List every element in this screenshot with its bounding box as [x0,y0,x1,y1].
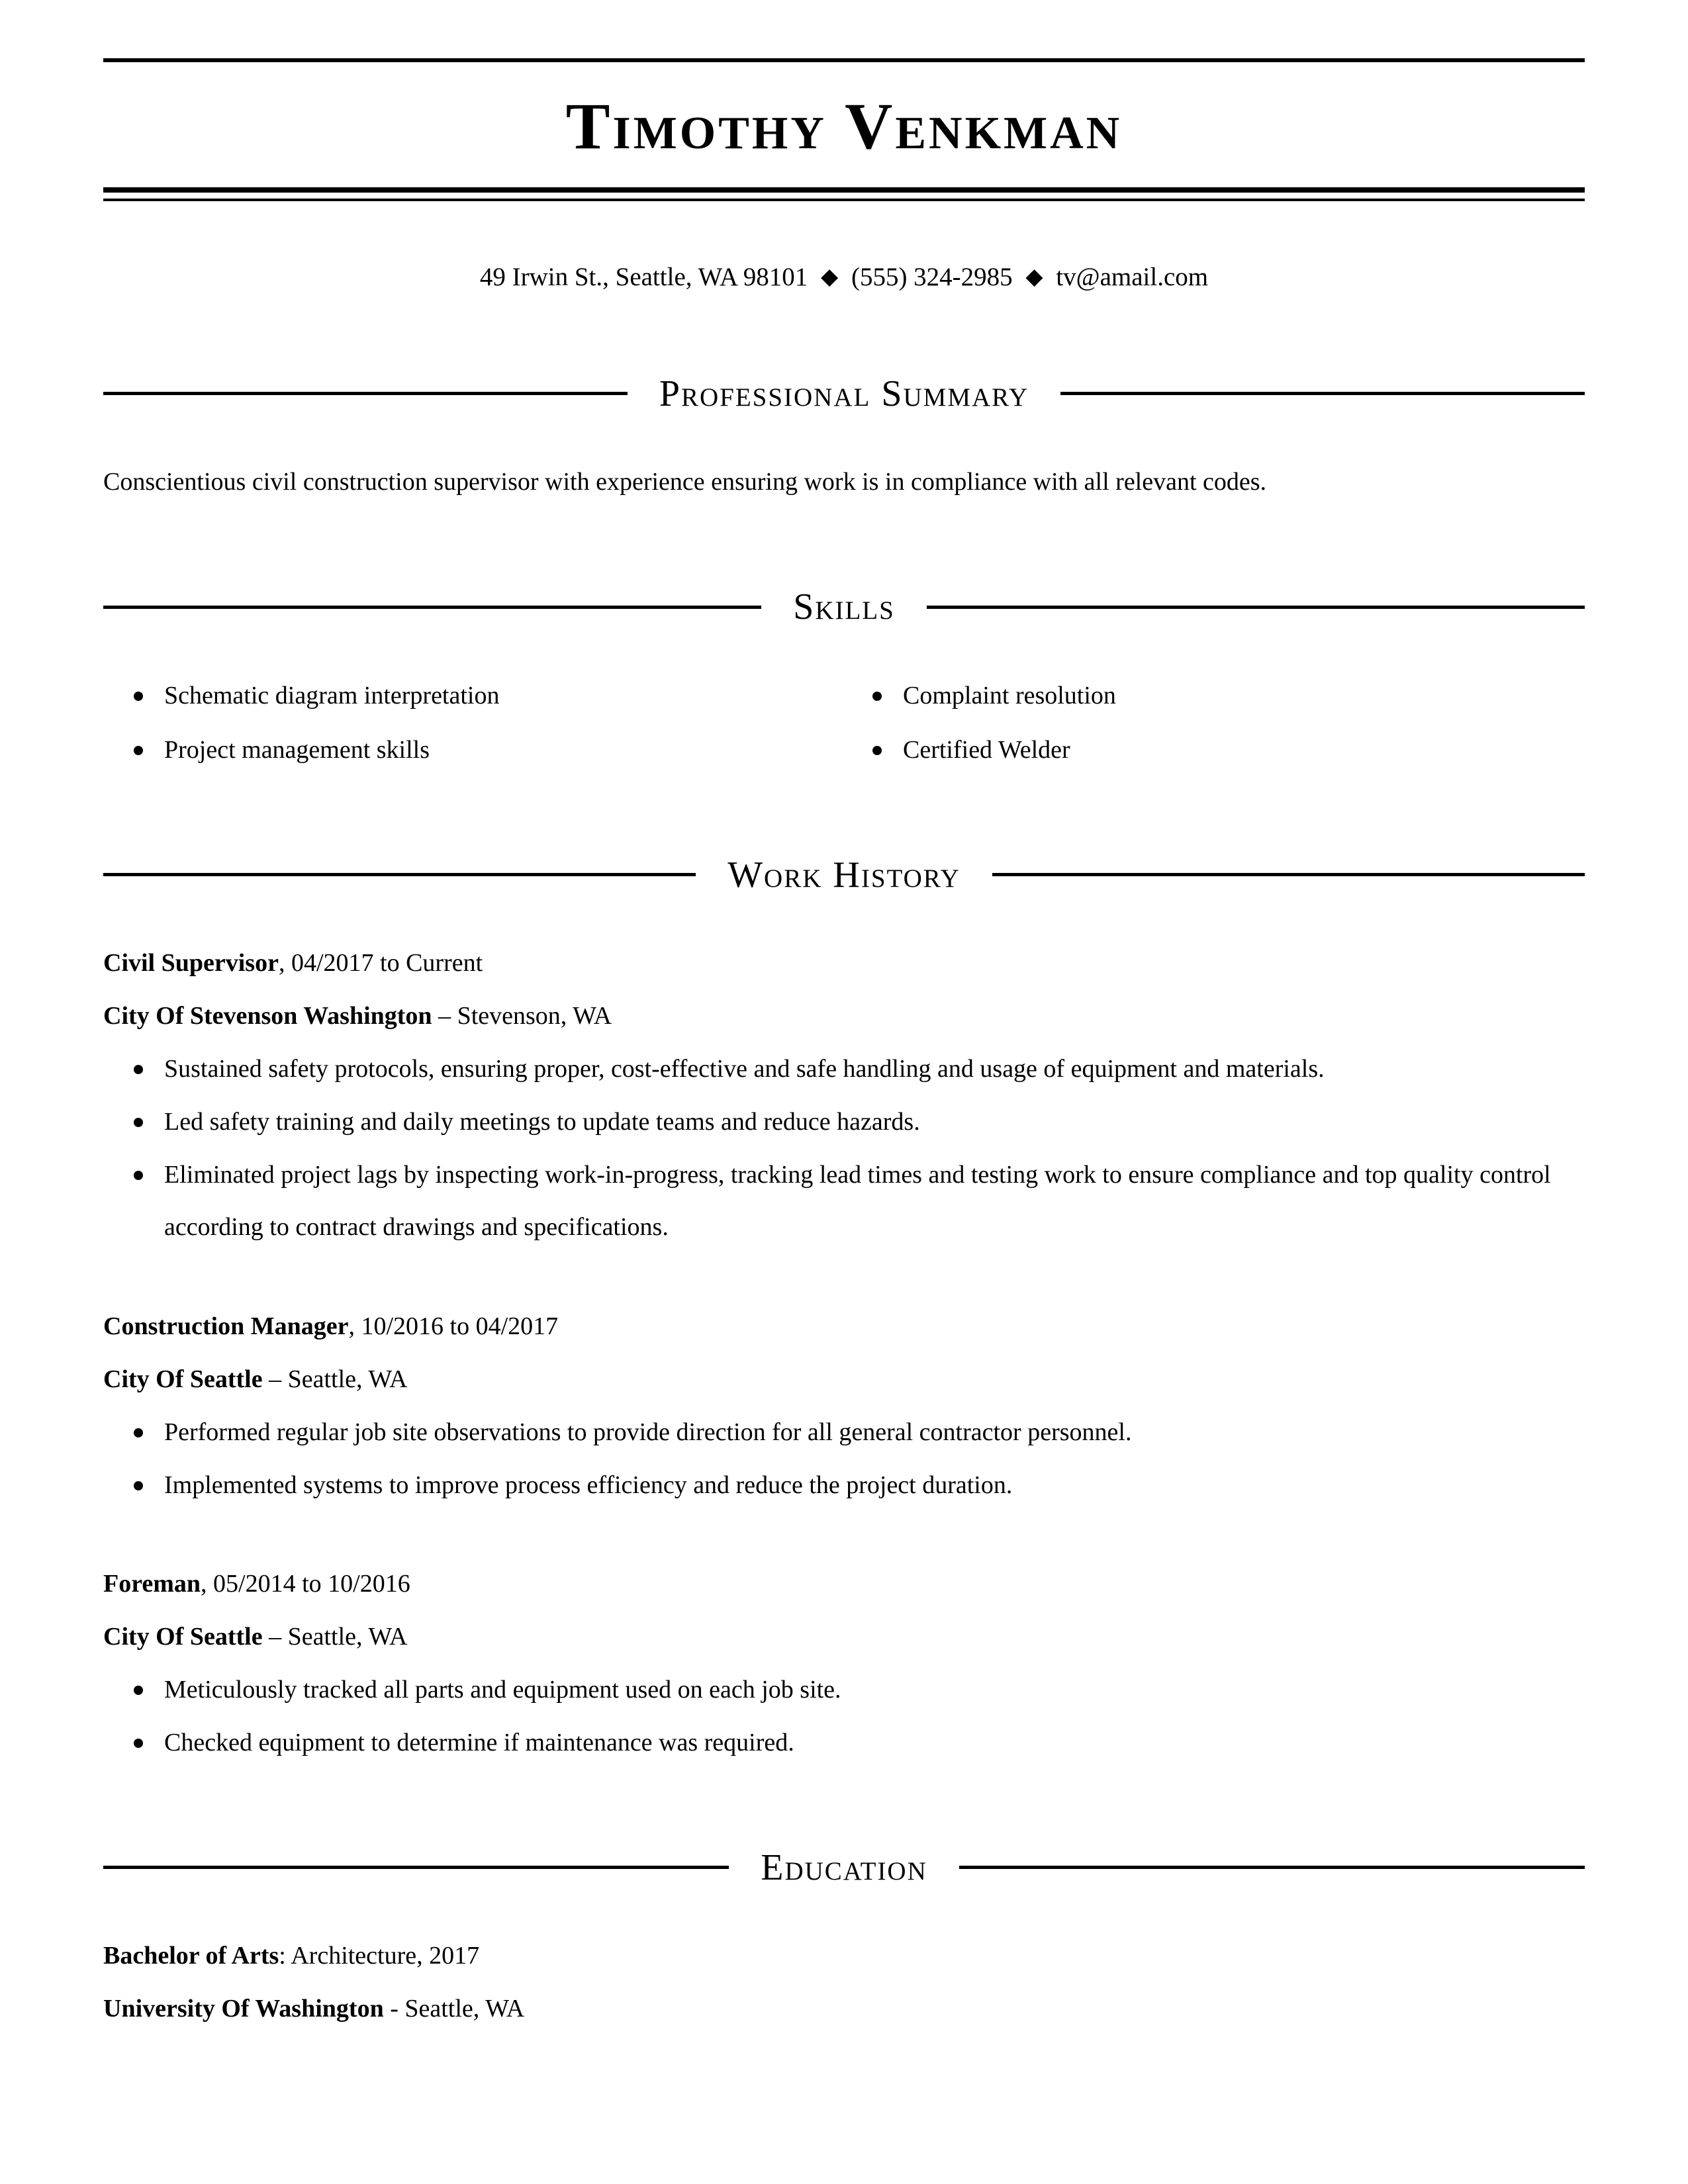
work-history-heading: Work History [103,851,1585,899]
skill-item: Complaint resolution [872,670,1585,723]
job-dates: , 05/2014 to 10/2016 [201,1570,410,1598]
job-bullet: Checked equipment to determine if maintenance was required. [134,1717,1585,1770]
skills-heading: Skills [103,583,1585,631]
job-title-line [103,937,1585,990]
contact-line [103,259,1585,296]
section-work-history [103,851,1585,1770]
job-bullet: Meticulously tracked all parts and equipment used on each job site. [134,1664,1585,1717]
candidate-name: Timothy Venkman [565,89,1123,163]
job-company: City Of Seattle [103,1365,263,1393]
job-title-line [103,1300,1585,1353]
education-school-line [103,1983,1585,2036]
job-entry [103,937,1585,1254]
job-company: City Of Stevenson Washington [103,1002,432,1030]
degree-name: Bachelor of Arts [103,1942,279,1970]
summary-text: Conscientious civil construction supervisor with experience ensuring work is in compliance with all relevant codes. [103,468,1267,496]
professional-summary-heading: Professional Summary [103,370,1585,418]
contact-address: 49 Irwin St., Seattle, WA 98101 [479,263,808,291]
job-entry [103,1558,1585,1769]
school-location: - Seattle, WA [390,1995,525,2023]
skill-item: Certified Welder [872,724,1585,777]
name-double-rule [103,187,1585,201]
job-bullet: Led safety training and daily meetings to update teams and reduce hazards. [134,1096,1585,1149]
job-title: Construction Manager [103,1312,349,1341]
job-bullet-list [103,1664,1585,1770]
job-location: – Seattle, WA [269,1365,408,1393]
job-bullet: Implemented systems to improve process efficiency and reduce the project duration. [134,1459,1585,1512]
school-name: University Of Washington [103,1995,384,2023]
skills-list [103,670,1585,777]
job-company: City Of Seattle [103,1623,263,1651]
job-title: Foreman [103,1570,201,1598]
job-entry [103,1300,1585,1512]
section-skills [103,583,1585,776]
job-dates: , 10/2016 to 04/2017 [348,1312,559,1341]
skill-item: Project management skills [134,724,846,777]
job-bullet: Eliminated project lags by inspecting work-in-progress, tracking lead times and testing work to ensure compliance and top quality control according to contract drawings and specifications. [134,1149,1585,1255]
diamond-separator-icon: ◆ [1025,265,1043,289]
job-title-line [103,1558,1585,1611]
job-bullet: Performed regular job site observations to provide direction for all general contractor personnel. [134,1406,1585,1459]
contact-email: tv@amail.com [1056,263,1209,291]
diamond-separator-icon: ◆ [821,265,839,289]
education-heading: Education [103,1844,1585,1892]
job-company-line [103,1353,1585,1406]
job-company-line [103,990,1585,1043]
job-dates: , 04/2017 to Current [278,949,483,978]
job-bullet: Sustained safety protocols, ensuring proper, cost-effective and safe handling and usage of equipment and materials. [134,1043,1585,1096]
section-education [103,1844,1585,2036]
education-degree-line [103,1930,1585,1983]
job-bullet-list [103,1043,1585,1254]
job-location: – Stevenson, WA [438,1002,612,1030]
degree-detail: : Architecture, 2017 [279,1942,480,1970]
section-professional-summary [103,370,1585,510]
job-company-line [103,1611,1585,1664]
job-title: Civil Supervisor [103,949,279,978]
job-bullet-list [103,1406,1585,1512]
job-location: – Seattle, WA [269,1623,408,1651]
skill-item: Schematic diagram interpretation [134,670,846,723]
top-rule [103,58,1585,62]
contact-phone: (555) 324-2985 [851,263,1013,291]
